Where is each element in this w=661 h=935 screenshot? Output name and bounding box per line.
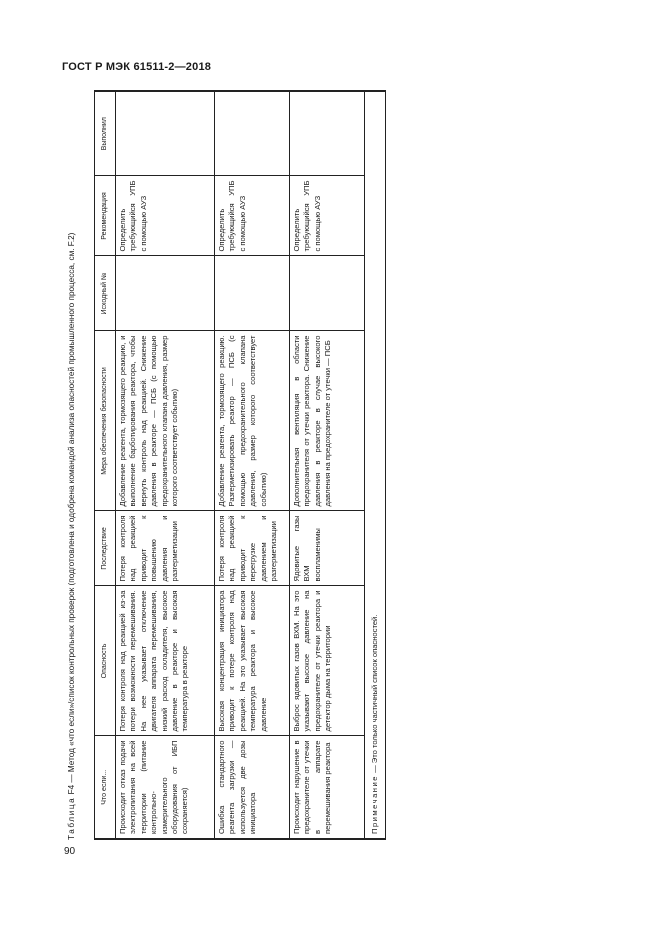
col-header: Исходный №: [95, 256, 116, 331]
cell-what-if: Происходит отказ подачи электропитания на всей территории (питание контрольно-измерительного оборудования от ИБП сохраняется): [116, 736, 215, 839]
cell-source: [290, 256, 365, 331]
table-row: [116, 91, 215, 839]
table-note-row: [365, 91, 386, 839]
table-row: [215, 91, 290, 839]
cell-safety: Добавление реагента, тормозящего реакцию. Разгерметизировать реактор — ПСБ (с помощью предохранительного клапана давления, размер которого соответствует событию): [215, 331, 290, 511]
cell-source: [116, 256, 215, 331]
col-header: Выполнил: [95, 91, 116, 176]
cell-done-by: [116, 91, 215, 176]
cell-recommendation: Определить требующийся УПБ с помощью АУЗ: [116, 176, 215, 256]
cell-what-if: Ошибка стандартного реагента загрузки — используется две дозы инициатора: [215, 736, 290, 839]
cell-done-by: [215, 91, 290, 176]
cell-consequence: Потеря контроля над реакцией приводит к перегрузке давлением и разгерметизации: [215, 511, 290, 586]
whatif-table: [94, 90, 386, 840]
document-header: ГОСТ Р МЭК 61511-2—2018: [62, 61, 212, 73]
col-header: Что если...: [95, 736, 116, 839]
table-header-row: [95, 91, 116, 839]
page-number: 90: [64, 846, 76, 857]
cell-source: [215, 256, 290, 331]
caption-text: F4 — Метод «что если»/список контрольных проверок (подготовлена и одобрена командой анализа опасностей промышленного процесса, см. F.2): [67, 232, 76, 797]
cell-hazard: Потеря контроля над реакцией из-за потери возможности перемешивания. На нее указывает отключение двигателя аппарата перемешивания, низкий расход охладителя, высокое давление в реакторе и высокая температура в реакторе: [116, 586, 215, 736]
cell-hazard: Выброс ядовитых газов ВХМ. На это указывают высокое давление на предохранителе от утечки реактора и детектор дыма на территории: [290, 586, 365, 736]
rotated-table-block: [66, 92, 382, 840]
col-header: Последствие: [95, 511, 116, 586]
cell-recommendation: Определить требующийся УПБ с помощью АУЗ: [215, 176, 290, 256]
col-header: Рекомендация: [95, 176, 116, 256]
caption-prefix: Таблица: [67, 796, 76, 840]
cell-recommendation: Определить требующийся УПБ с помощью АУЗ: [290, 176, 365, 256]
cell-safety: Дополнительная вентиляция в области предохранителя от утечки реактора. Снижение давления в реакторе в случае высокого давления на предохранителе от утечки — ПСБ: [290, 331, 365, 511]
cell-consequence: Потеря контроля над реакцией приводит к повышению давления и разгерметизации: [116, 511, 215, 586]
note-label: Примечание: [369, 775, 379, 834]
table-row: [290, 91, 365, 839]
cell-done-by: [290, 91, 365, 176]
table-caption: [66, 92, 77, 840]
cell-consequence: Ядовитые газы ВХМ воспламенимы: [290, 511, 365, 586]
cell-what-if: Происходит нарушение в предохранителе от утечки в аппарате перемешивания реактора: [290, 736, 365, 839]
col-header: Мера обеспечения безопасности: [95, 331, 116, 511]
cell-hazard: Высокая концентрация инициатора приводит к потере контроля над реакцией. На это указывает высокая температура реактора и высокое давление: [215, 586, 290, 736]
cell-safety: Добавление реагента, тормозящего реакцию, и выполнение барботирования реактора, чтобы вернуть контроль над реакцией. Снижение давления в реакторе — ПСБ (с помощью предохранительного клапана давления, размер которого соответствует событию): [116, 331, 215, 511]
table-note: [365, 91, 386, 839]
note-text: — Это только частичный список опасностей.: [369, 614, 379, 776]
col-header: Опасность: [95, 586, 116, 736]
